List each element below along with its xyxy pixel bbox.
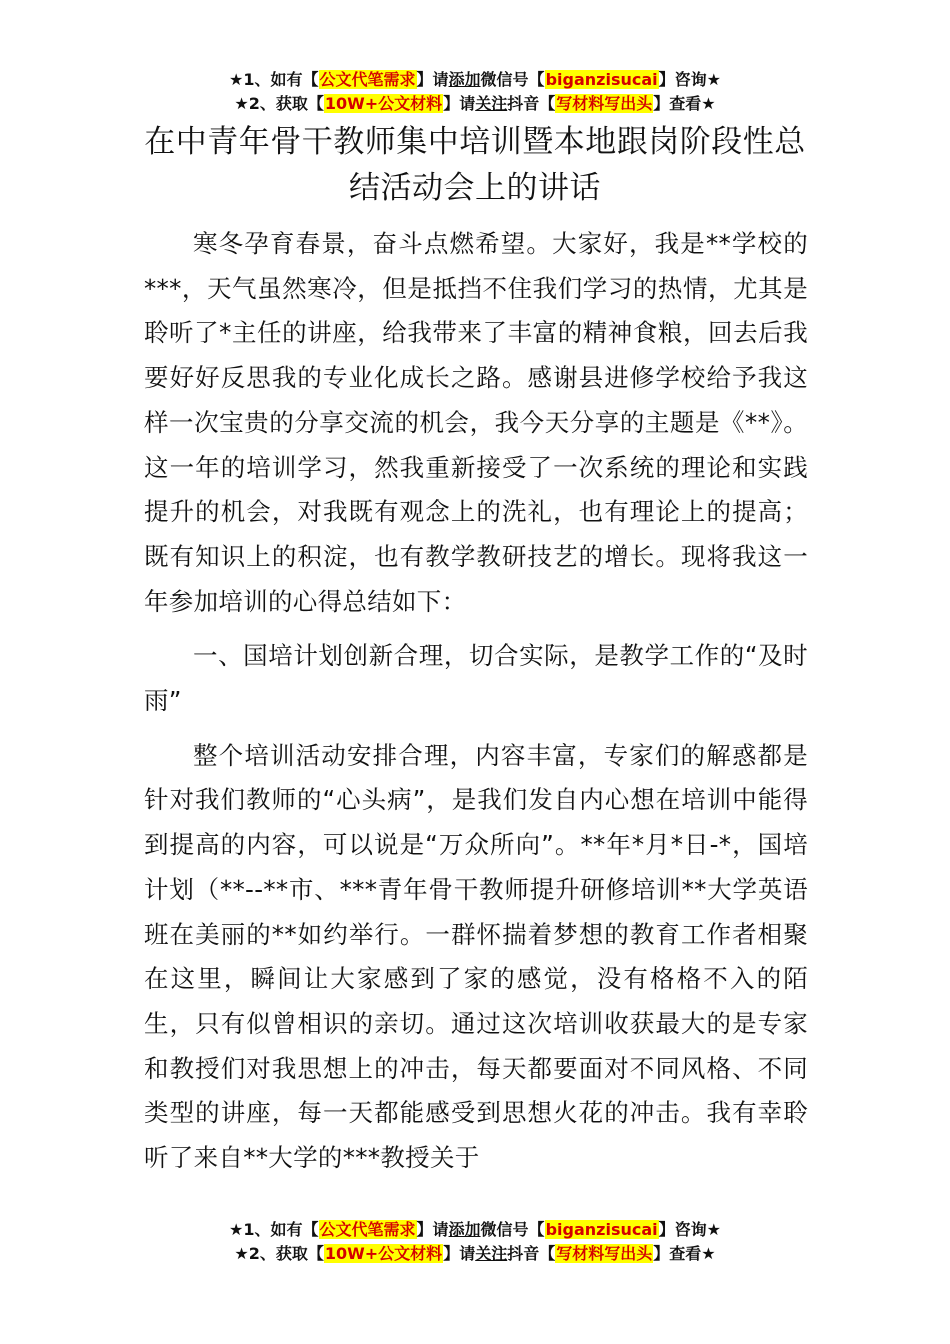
banner-text: ★1、如有【 xyxy=(229,70,319,89)
banner-line-1 xyxy=(0,68,950,92)
banner-highlight-douyin: 写材料写出头 xyxy=(556,1244,653,1263)
banner-text: 】查看★ xyxy=(653,94,716,113)
banner-underlined-text: 添加 xyxy=(448,1220,481,1239)
paragraph-intro: 寒冬孕育春景，奋斗点燃希望。大家好，我是**学校的***，天气虽然寒冷，但是抵挡不住我们学习的热情，尤其是聆听了*主任的讲座，给我带来了丰富的精神食粮，回去后我要好好反思我的专业化成长之路。感谢县进修学校给予我这样一次宝贵的分享交流的机会，我今天分享的主题是《**》。这一年的培训学习，然我重新接受了一次系统的理论和实践提升的机会，对我既有观念上的洗礼，也有理论上的提高；既有知识上的积淀，也有教学教研技艺的增长。现将我这一年参加培训的心得总结如下： xyxy=(144,229,808,616)
banner-underlined-text: 添加 xyxy=(448,70,481,89)
banner-text: 抖音【 xyxy=(507,1244,556,1263)
footer-banner xyxy=(0,1218,950,1266)
banner-highlight-douyin: 写材料写出头 xyxy=(556,94,653,113)
banner-text: 】查看★ xyxy=(653,1244,716,1263)
header-banner xyxy=(0,68,950,116)
banner-underlined-text: 关注 xyxy=(475,94,508,113)
banner-highlight: 10W+公文材料 xyxy=(324,1244,443,1263)
banner-highlight: 公文代笔需求 xyxy=(319,70,416,89)
document-title: 在中青年骨干教师集中培训暨本地跟岗阶段性总结活动会上的讲话 xyxy=(144,124,806,206)
banner-text: 抖音【 xyxy=(507,94,556,113)
section-heading-1: 一、国培计划创新合理，切合实际，是教学工作的“及时雨” xyxy=(144,641,808,716)
banner-highlight: 10W+公文材料 xyxy=(324,94,443,113)
banner-text: ★2、获取【 xyxy=(234,1244,324,1263)
banner-text: 】咨询★ xyxy=(658,70,721,89)
banner-text: 】咨询★ xyxy=(658,1220,721,1239)
banner-text: 】请 xyxy=(443,1244,476,1263)
banner-text: 】请 xyxy=(416,70,449,89)
banner-text: 】请 xyxy=(416,1220,449,1239)
document-body xyxy=(144,222,808,1181)
banner-highlight: 公文代笔需求 xyxy=(319,1220,416,1239)
banner-text: 微信号【 xyxy=(480,1220,545,1239)
banner-underlined-text: 关注 xyxy=(475,1244,508,1263)
banner-text: ★1、如有【 xyxy=(229,1220,319,1239)
banner-highlight-wechat-id: biganzisucai xyxy=(545,1220,658,1239)
banner-line-2 xyxy=(0,1242,950,1266)
banner-line-1 xyxy=(0,1218,950,1242)
banner-text: ★2、获取【 xyxy=(234,94,324,113)
banner-text: 微信号【 xyxy=(480,70,545,89)
banner-highlight-wechat-id: biganzisucai xyxy=(545,70,658,89)
paragraph-section-1: 整个培训活动安排合理，内容丰富，专家们的解惑都是针对我们教师的“心头病”，是我们发自内心想在培训中能得到提高的内容，可以说是“万众所向”。**年*月*日-*，国培计划（**--**市、***青年骨干教师提升研修培训**大学英语班在美丽的**如约举行。一群怀揣着梦想的教育工作者相聚在这里，瞬间让大家感到了家的感觉，没有格格不入的陌生，只有似曾相识的亲切。通过这次培训收获最大的是专家和教授们对我思想上的冲击，每天都要面对不同风格、不同类型的讲座，每一天都能感受到思想火花的冲击。我有幸聆听了来自**大学的***教授关于 xyxy=(144,740,808,1173)
banner-line-2 xyxy=(0,92,950,116)
banner-text: 】请 xyxy=(443,94,476,113)
